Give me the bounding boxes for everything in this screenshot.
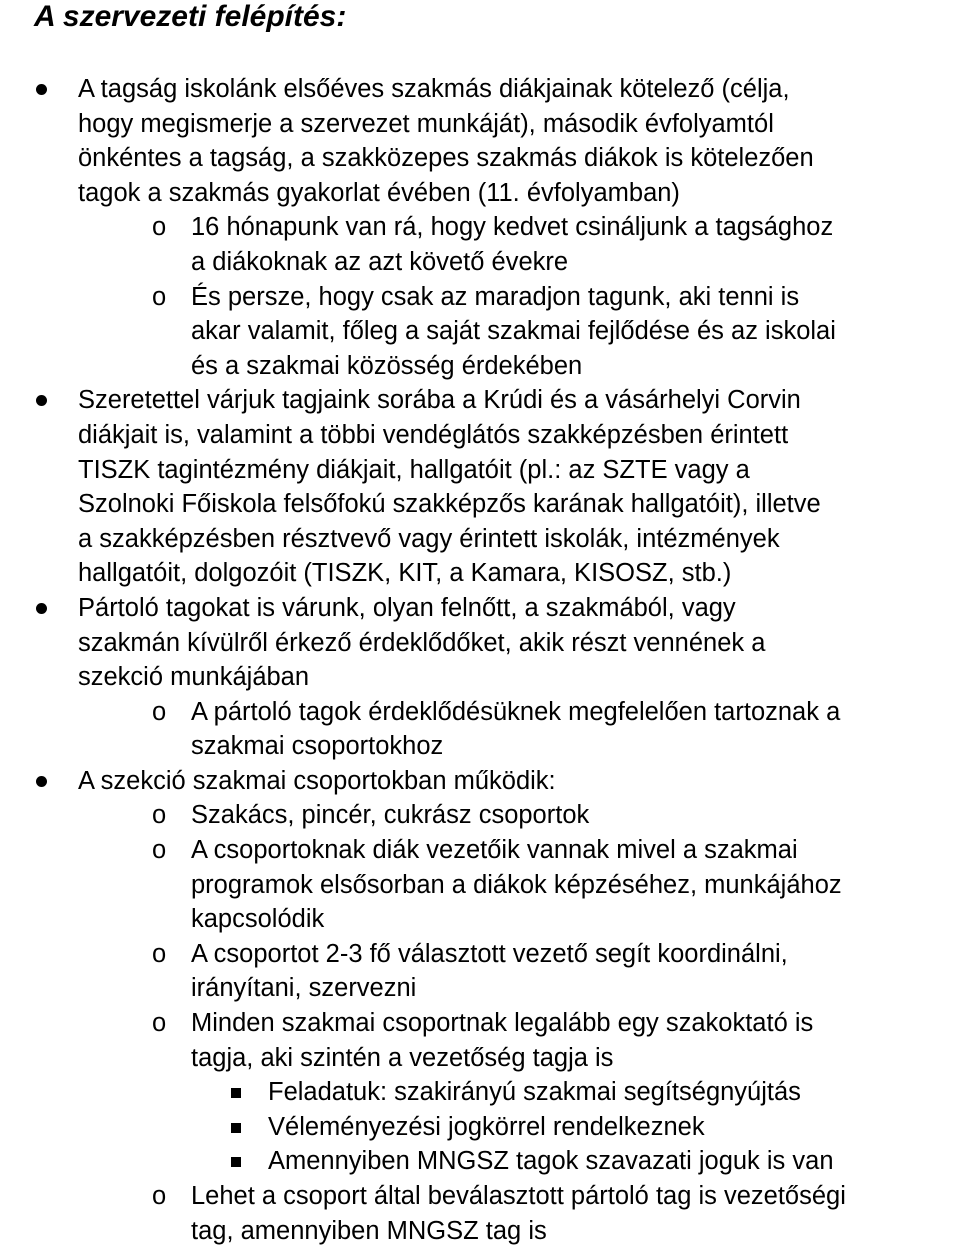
sub-list-item: [0, 1006, 960, 1075]
square-bullet-icon: [231, 1088, 241, 1098]
list-item: [0, 383, 960, 591]
sub-sub-list-item: [0, 1110, 960, 1145]
circle-bullet-icon: o: [152, 697, 167, 726]
list-item-text: A szekció szakmai csoportokban működik:: [78, 766, 556, 795]
bullet-icon: [36, 603, 47, 614]
sub-list-item: [0, 1179, 960, 1248]
sub-list-item-text: Szakács, pincér, cukrász csoportok: [191, 801, 590, 830]
bullet-icon: [36, 84, 47, 95]
sub-sub-list-item-text: Amennyiben MNGSZ tagok szavazati joguk is van: [268, 1147, 834, 1176]
sub-list-item-text: Lehet a csoport által beválasztott pártoló tag is vezetőségi tag, amennyiben MNGSZ tag is: [191, 1182, 846, 1245]
square-bullet-icon: [231, 1123, 241, 1133]
sub-list-item: [0, 798, 960, 833]
sub-list-item: [0, 833, 960, 937]
circle-bullet-icon: o: [152, 213, 167, 242]
sub-sub-list-item-text: Véleményezési jogkörrel rendelkeznek: [268, 1112, 705, 1141]
list-item: [0, 72, 960, 210]
circle-bullet-icon: o: [152, 939, 167, 968]
list-item: [0, 764, 960, 799]
bullet-icon: [36, 776, 47, 787]
circle-bullet-icon: o: [152, 1009, 167, 1038]
square-bullet-icon: [231, 1157, 241, 1167]
sub-list-item-text: A pártoló tagok érdeklődésüknek megfelelően tartoznak a szakmai csoportokhoz: [191, 697, 841, 761]
list-item-text: Pártoló tagokat is várunk, olyan felnőtt, a szakmából, vagy szakmán kívülről érkező érdeklődőket, akik részt vennének a szekció munkájában: [78, 593, 766, 692]
list-item-text: Szeretettel várjuk tagjaink sorába a Krúdi és a vásárhelyi Corvin diákjait is, valamint a többi vendéglátós szakképzésben érintett TISZK tagintézmény diákjait, hallgatóit (pl.: az SZTE vagy a Szolnoki Főiskola felsőfokú szakképzős karának hallgatóit), illetve a szakképzésben résztvevő vagy érintett iskolák, intézmények hallgatóit, dolgozóit (TISZK, KIT, a Kamara, KISOSZ, stb.): [78, 386, 821, 588]
sub-list-item: [0, 210, 960, 279]
sub-list-item-text: 16 hónapunk van rá, hogy kedvet csináljunk a tagsághoz a diákoknak az azt követő évekre: [191, 213, 834, 276]
list-item: [0, 591, 960, 695]
circle-bullet-icon: o: [152, 801, 167, 830]
sub-sub-list-item: [0, 1075, 960, 1110]
circle-bullet-icon: o: [152, 282, 167, 311]
sub-sub-list-item: [0, 1144, 960, 1179]
sub-list-item: [0, 937, 960, 1006]
sub-list-item-text: A csoportoknak diák vezetőik vannak mivel a szakmai programok elsősorban a diákok képzéséhez, munkájához kapcsolódik: [191, 836, 842, 934]
page-title: A szervezeti felépítés:: [34, 0, 347, 33]
bullet-icon: [36, 395, 47, 406]
sub-list-item-text: Minden szakmai csoportnak legalább egy szakoktató is tagja, aki szintén a vezetőség tagja is: [191, 1009, 814, 1072]
sub-sub-list-item-text: Feladatuk: szakirányú szakmai segítségnyújtás: [268, 1078, 801, 1107]
sub-list-item: [0, 280, 960, 384]
circle-bullet-icon: o: [152, 836, 167, 865]
list-item-text: A tagság iskolánk elsőéves szakmás diákjainak kötelező (célja, hogy megismerje a szervezet munkáját), második évfolyamtól önkéntes a tagság, a szakközepes szakmás diákok is kötelezően tagok a szakmás gyakorlat évében (11. évfolyamban): [78, 75, 814, 207]
outline-list: [0, 72, 960, 1248]
sub-list-item: [0, 695, 960, 764]
sub-list-item-text: És persze, hogy csak az maradjon tagunk, aki tenni is akar valamit, főleg a saját szakmai fejlődése és az iskolai és a szakmai közösség érdekében: [191, 282, 836, 380]
circle-bullet-icon: o: [152, 1182, 167, 1210]
sub-list-item-text: A csoportot 2-3 fő választott vezető segít koordinálni, irányítani, szervezni: [191, 939, 788, 1003]
